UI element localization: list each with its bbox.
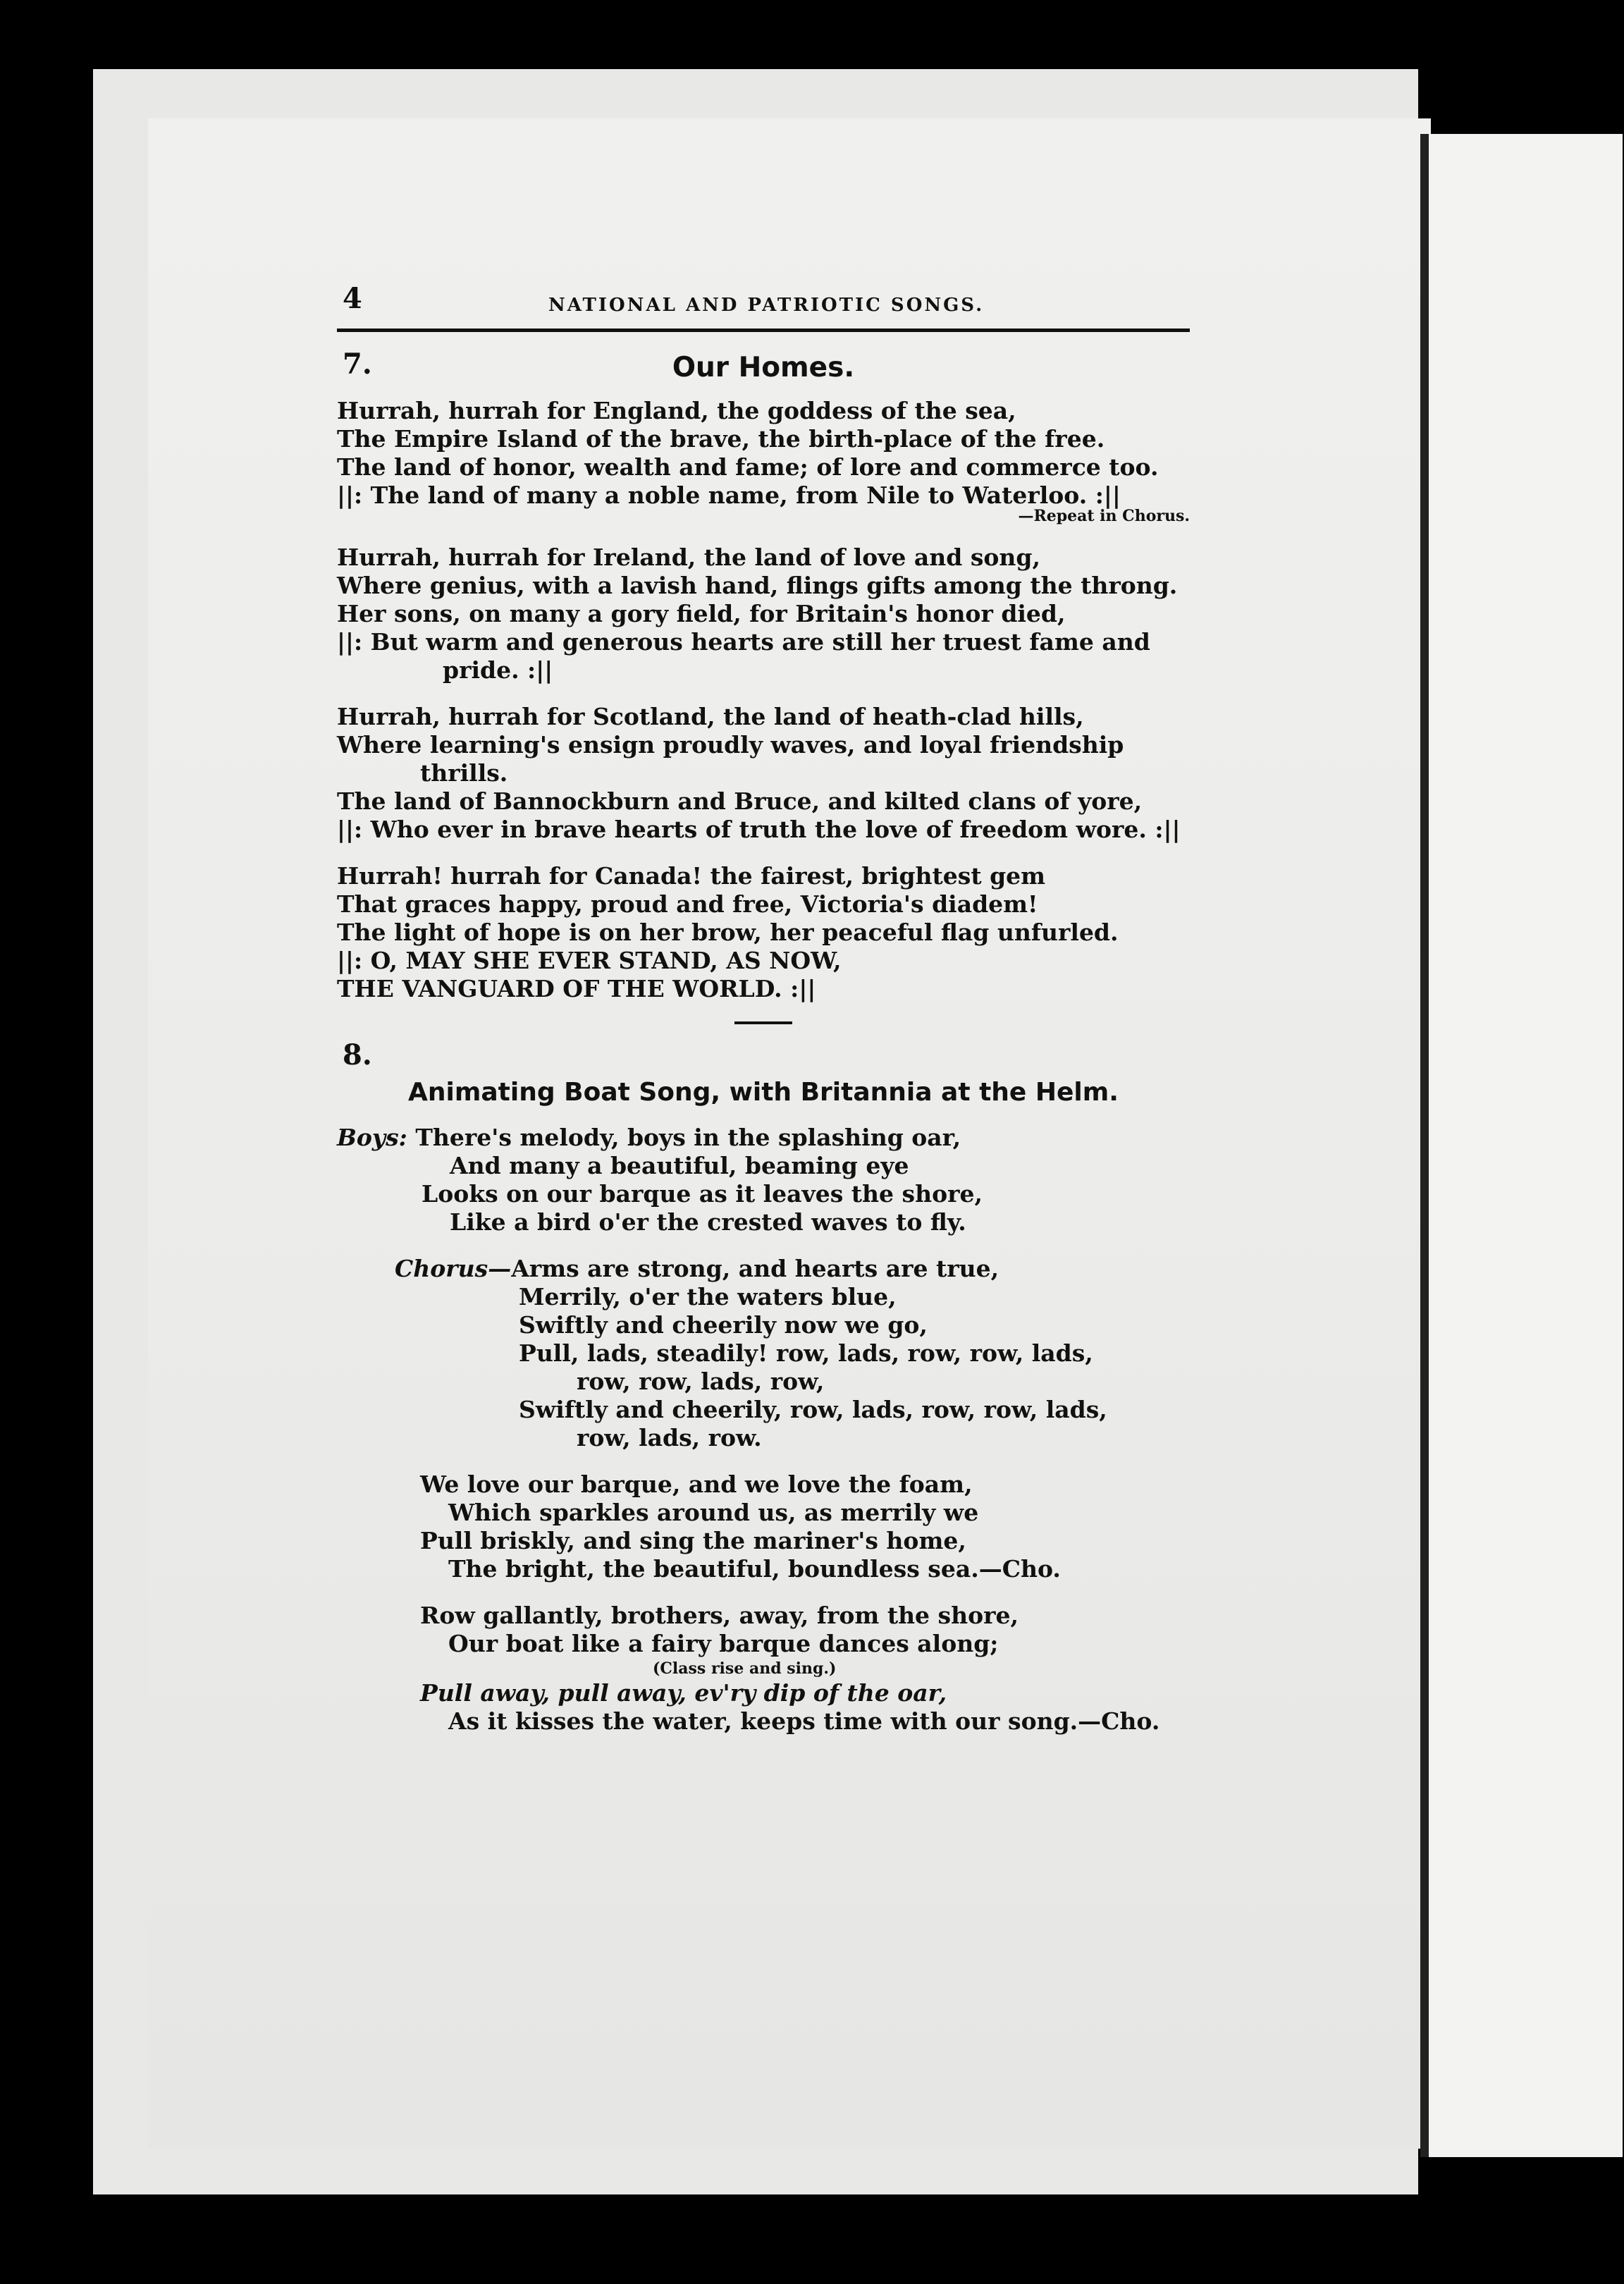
verse-line: Where learning's ensign proudly waves, and loyal friendship: [337, 731, 1124, 759]
verse-line: Hurrah! hurrah for Canada! the fairest, brightest gem: [337, 862, 1046, 890]
verse-line: row, row, lads, row,: [577, 1368, 825, 1395]
verse-line: Merrily, o'er the waters blue,: [519, 1283, 897, 1310]
running-header: [337, 282, 1190, 324]
verse-line: Hurrah, hurrah for Scotland, the land of heath-clad hills,: [337, 703, 1084, 730]
song-8-heading: [337, 1038, 1190, 1074]
verse-line: The light of hope is on her brow, her peaceful flag unfurled.: [337, 919, 1119, 946]
verse-line: Like a bird o'er the crested waves to fly.: [450, 1208, 966, 1236]
verse-line: Looks on our barque as it leaves the shore,: [422, 1180, 983, 1208]
verse-line: Row gallantly, brothers, away, from the shore,: [420, 1602, 1019, 1629]
chorus-note: —Repeat in Chorus.: [1018, 507, 1190, 525]
verse-line: We love our barque, and we love the foam,: [420, 1471, 973, 1498]
running-title: NATIONAL AND PATRIOTIC SONGS.: [548, 295, 985, 316]
song-7-verse-2: [337, 544, 1190, 684]
song-8-verse-2: [337, 1471, 1190, 1583]
verse-line: The bright, the beautiful, boundless sea.—Cho.: [448, 1555, 1061, 1583]
verse-line: Pull, lads, steadily! row, lads, row, row, lads,: [519, 1339, 1093, 1367]
verse-line: thrills.: [420, 759, 508, 787]
verse-line: Pull briskly, and sing the mariner's home,: [420, 1527, 966, 1554]
verse-line: Hurrah, hurrah for England, the goddess of the sea,: [337, 397, 1016, 424]
stage-direction: (Class rise and sing.): [653, 1659, 837, 1678]
verse-line: The land of honor, wealth and fame; of lore and commerce too.: [337, 453, 1159, 481]
verse-line: Hurrah, hurrah for Ireland, the land of love and song,: [337, 544, 1040, 571]
verse-line: Arms are strong, and hearts are true,: [511, 1255, 999, 1282]
verse-line: Pull away, pull away, ev'ry dip of the oar,: [420, 1679, 947, 1707]
song-7-verse-3: [337, 703, 1190, 844]
section-divider: [734, 1021, 792, 1024]
verse-line: ||: O, MAY SHE EVER STAND, AS NOW,: [337, 947, 842, 974]
song-8-verse-3: [337, 1602, 1190, 1736]
verse-line: The Empire Island of the brave, the birth-place of the free.: [337, 425, 1105, 453]
song-title: Animating Boat Song, with Britannia at the Helm.: [408, 1078, 1119, 1107]
verse-line: ||: The land of many a noble name, from Nile to Waterloo. :||: [337, 481, 1121, 509]
page-content: [337, 282, 1190, 1754]
song-7-verse-1: [337, 397, 1190, 525]
verse-line: And many a beautiful, beaming eye: [450, 1152, 909, 1179]
verse-line: Her sons, on many a gory field, for Britain's honor died,: [337, 600, 1066, 627]
song-7-verse-4: [337, 862, 1190, 1003]
verse-line: Swiftly and cheerily, row, lads, row, row, lads,: [519, 1396, 1107, 1423]
boys-label: Boys:: [337, 1124, 407, 1151]
song-8-boys-verse: [337, 1124, 1190, 1236]
verse-line: pride. :||: [443, 656, 553, 684]
verse-line: Which sparkles around us, as merrily we: [448, 1499, 979, 1526]
verse-line: Our boat like a fairy barque dances along;: [448, 1630, 999, 1657]
page-number: 4: [343, 282, 362, 315]
verse-line: As it kisses the water, keeps time with our song.—Cho.: [448, 1707, 1160, 1735]
song-7-heading: [337, 348, 1190, 397]
verse-line: Swiftly and cheerily now we go,: [519, 1311, 928, 1339]
header-rule: [337, 329, 1190, 332]
facing-page-edge: [1420, 134, 1623, 2157]
verse-line: There's melody, boys in the splashing oar,: [415, 1124, 961, 1151]
song-number: 8.: [343, 1038, 372, 1072]
verse-line: ||: But warm and generous hearts are still her truest fame and: [337, 628, 1150, 656]
verse-line: Where genius, with a lavish hand, flings gifts among the throng.: [337, 572, 1178, 599]
song-number: 7.: [343, 348, 372, 381]
chorus-label: Chorus—: [395, 1255, 512, 1282]
verse-line: The land of Bannockburn and Bruce, and kilted clans of yore,: [337, 787, 1143, 815]
verse-line: ||: Who ever in brave hearts of truth the love of freedom wore. :||: [337, 816, 1181, 843]
verse-line: That graces happy, proud and free, Victoria's diadem!: [337, 890, 1038, 918]
verse-line: THE VANGUARD OF THE WORLD. :||: [337, 975, 816, 1002]
song-title: Our Homes.: [672, 352, 855, 383]
song-8-chorus: [337, 1255, 1190, 1452]
verse-line: row, lads, row.: [577, 1424, 762, 1451]
